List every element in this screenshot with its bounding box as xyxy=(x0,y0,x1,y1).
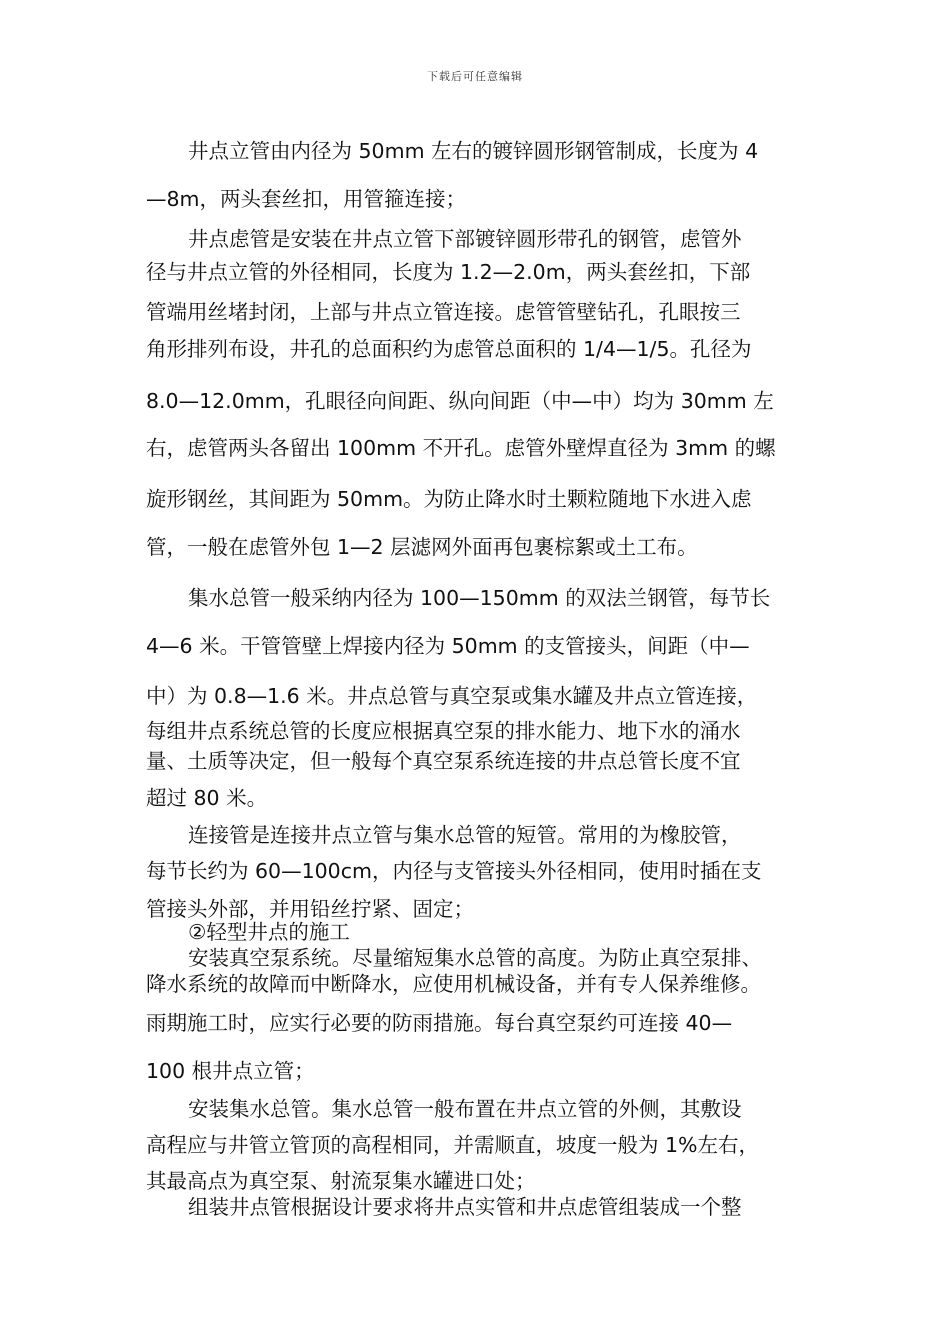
text-line: 集水总管一般采纳内径为 100—150mm 的双法兰钢管，每节长 xyxy=(188,586,771,610)
text-line: 组装井点管根据设计要求将井点实管和井点虑管组装成一个整 xyxy=(188,1195,742,1219)
text-line: 降水系统的故障而中断降水，应使用机械设备，并有专人保养维修。 xyxy=(146,972,761,996)
text-line: 旋形钢丝，其间距为 50mm。为防止降水时土颗粒随地下水进入虑 xyxy=(146,487,752,511)
text-line: 右，虑管两头各留出 100mm 不开孔。虑管外壁焊直径为 3mm 的螺 xyxy=(146,436,776,460)
text-line: 超过 80 米。 xyxy=(146,786,268,810)
text-line: 8.0—12.0mm，孔眼径向间距、纵向间距（中—中）均为 30mm 左 xyxy=(146,389,774,413)
text-line: 角形排列布设，井孔的总面积约为虑管总面积的 1/4—1/5。孔径为 xyxy=(146,337,752,361)
text-line: 中）为 0.8—1.6 米。井点总管与真空泵或集水罐及井点立管连接， xyxy=(146,684,758,708)
text-line: 其最高点为真空泵、射流泵集水罐进口处； xyxy=(146,1169,536,1193)
text-line: 100 根井点立管； xyxy=(146,1059,315,1083)
text-line: —8m，两头套丝扣，用管箍连接； xyxy=(146,187,467,211)
text-line: 连接管是连接井点立管与集水总管的短管。常用的为橡胶管， xyxy=(188,823,742,847)
text-line: 管端用丝堵封闭，上部与井点立管连接。虑管管壁钻孔，孔眼按三 xyxy=(146,300,741,324)
text-line: 量、土质等决定，但一般每个真空泵系统连接的井点总管长度不宜 xyxy=(146,749,741,773)
text-line: 井点虑管是安装在井点立管下部镀锌圆形带孔的钢管，虑管外 xyxy=(188,227,742,251)
text-line: 4—6 米。干管管壁上焊接内径为 50mm 的支管接头，间距（中— xyxy=(146,634,750,658)
text-line: 安装真空泵系统。尽量缩短集水总管的高度。为防止真空泵排、 xyxy=(188,946,762,970)
text-line: 每节长约为 60—100cm，内径与支管接头外径相同，使用时插在支 xyxy=(146,859,762,883)
text-line: 管，一般在虑管外包 1—2 层滤网外面再包裹棕絮或土工布。 xyxy=(146,535,698,559)
text-line: ②轻型井点的施工 xyxy=(188,920,350,944)
text-line: 管接头外部，并用铅丝拧紧、固定； xyxy=(146,897,474,921)
text-line: 安装集水总管。集水总管一般布置在井点立管的外侧，其敷设 xyxy=(188,1097,742,1121)
text-line: 井点立管由内径为 50mm 左右的镀锌圆形钢管制成，长度为 4 xyxy=(188,139,759,163)
text-line: 高程应与井管立管顶的高程相同，并需顺直，坡度一般为 1%左右， xyxy=(146,1133,760,1157)
page-header: 下载后可任意编辑 xyxy=(427,70,523,83)
text-line: 每组井点系统总管的长度应根据真空泵的排水能力、地下水的涌水 xyxy=(146,719,741,743)
text-line: 径与井点立管的外径相同，长度为 1.2—2.0m，两头套丝扣，下部 xyxy=(146,260,751,284)
text-line: 雨期施工时，应实行必要的防雨措施。每台真空泵约可连接 40— xyxy=(146,1011,733,1035)
